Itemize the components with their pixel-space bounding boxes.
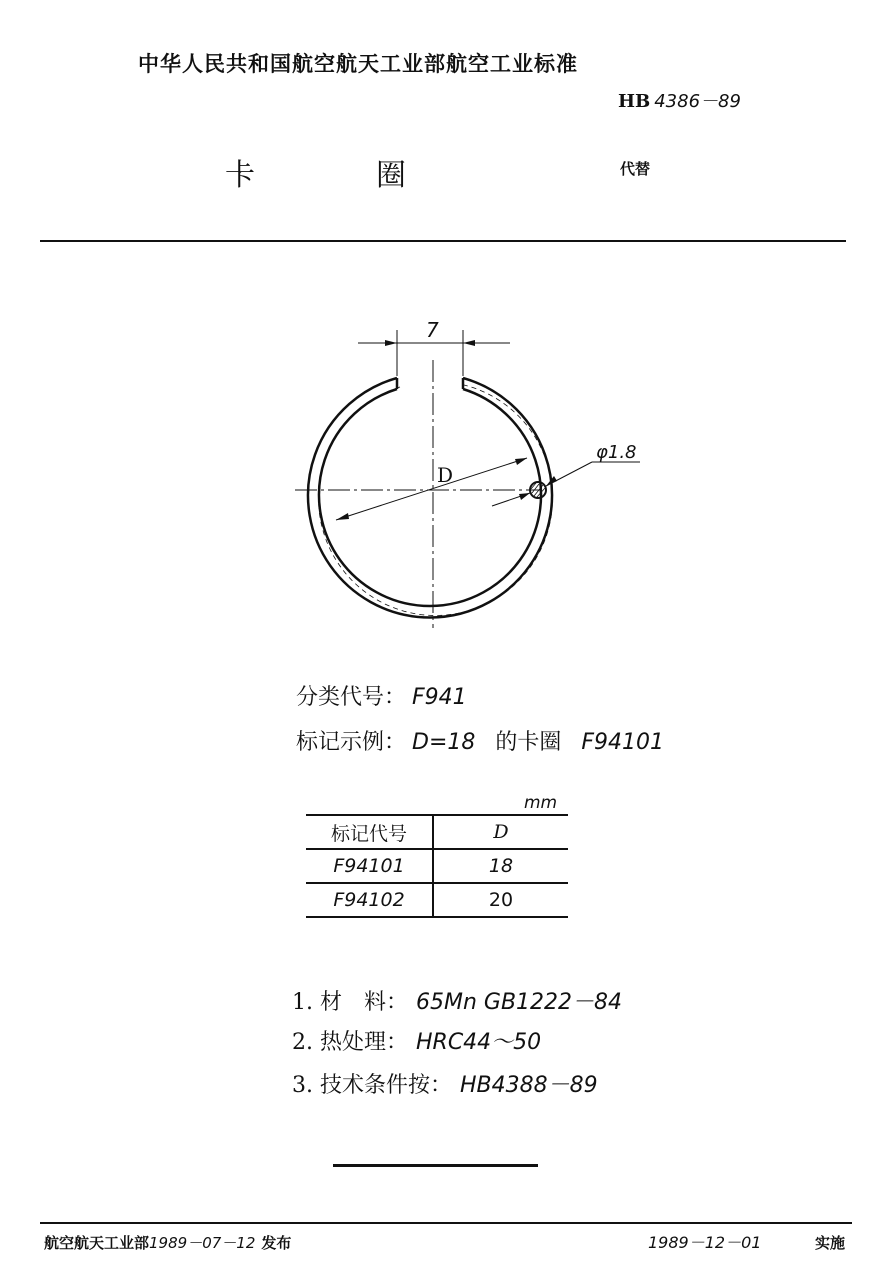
note-value: HB4388－89 <box>459 1073 598 1098</box>
footer-rule <box>40 1222 852 1224</box>
table-header-code: 标记代号 <box>306 815 433 849</box>
table-cell-d: 20 <box>433 883 568 917</box>
diameter-label: D <box>437 463 454 487</box>
note-value: 65Mn GB1222－84 <box>415 990 623 1015</box>
table-header-d: D <box>433 815 568 849</box>
classification-code-line <box>296 680 467 711</box>
table-header-row <box>306 815 568 849</box>
issue-date: 1989－07－12 <box>149 1234 256 1252</box>
note-label: 3. 技术条件按： <box>292 1073 452 1098</box>
classification-code-value: F941 <box>412 685 467 710</box>
note-label: 1. 材 料： <box>292 990 408 1015</box>
header-rule <box>40 240 846 242</box>
marking-example-value: D=18 <box>412 730 476 755</box>
table-row <box>306 883 568 917</box>
issue-label: 发布 <box>261 1234 292 1252</box>
gap-dimension-label: 7 <box>426 318 439 342</box>
retaining-ring-drawing <box>280 310 660 640</box>
table-row <box>306 849 568 883</box>
end-rule <box>333 1164 538 1167</box>
marking-example-label: 标记示例： <box>296 730 407 755</box>
note-heat-treatment <box>292 1025 541 1056</box>
replaces-label: 代替 <box>620 160 651 178</box>
ring-inner-arc <box>319 389 541 606</box>
classification-code-label: 分类代号： <box>296 685 407 710</box>
marking-example-text: 的卡圈 <box>495 730 562 755</box>
marking-example-code: F94101 <box>581 730 665 755</box>
issue-info <box>44 1232 291 1253</box>
standard-number <box>618 87 741 113</box>
note-material <box>292 985 622 1016</box>
wire-diameter-label: φ1.8 <box>596 442 637 463</box>
implementation-label: 实施 <box>815 1234 846 1252</box>
standard-number-value: 4386－89 <box>654 91 741 112</box>
marking-example-line <box>296 725 664 756</box>
size-table <box>306 814 568 918</box>
document-title-char-1: 卡 <box>225 158 255 193</box>
table-cell-d: 18 <box>433 849 568 883</box>
issuing-organization: 中华人民共和国航空航天工业部航空工业标准 <box>138 51 578 76</box>
table-cell-code: F94102 <box>306 883 433 917</box>
note-technical-conditions <box>292 1068 598 1099</box>
table-cell-code: F94101 <box>306 849 433 883</box>
table-unit: mm <box>524 793 558 813</box>
note-value: HRC44～50 <box>415 1030 542 1055</box>
implementation-date: 1989－12－01 <box>648 1233 762 1252</box>
standard-prefix: HB <box>618 91 651 112</box>
document-title-char-2: 圈 <box>376 158 406 193</box>
diameter-dimension-line <box>336 458 527 520</box>
note-label: 2. 热处理： <box>292 1030 408 1055</box>
issuer: 航空航天工业部 <box>44 1234 150 1252</box>
